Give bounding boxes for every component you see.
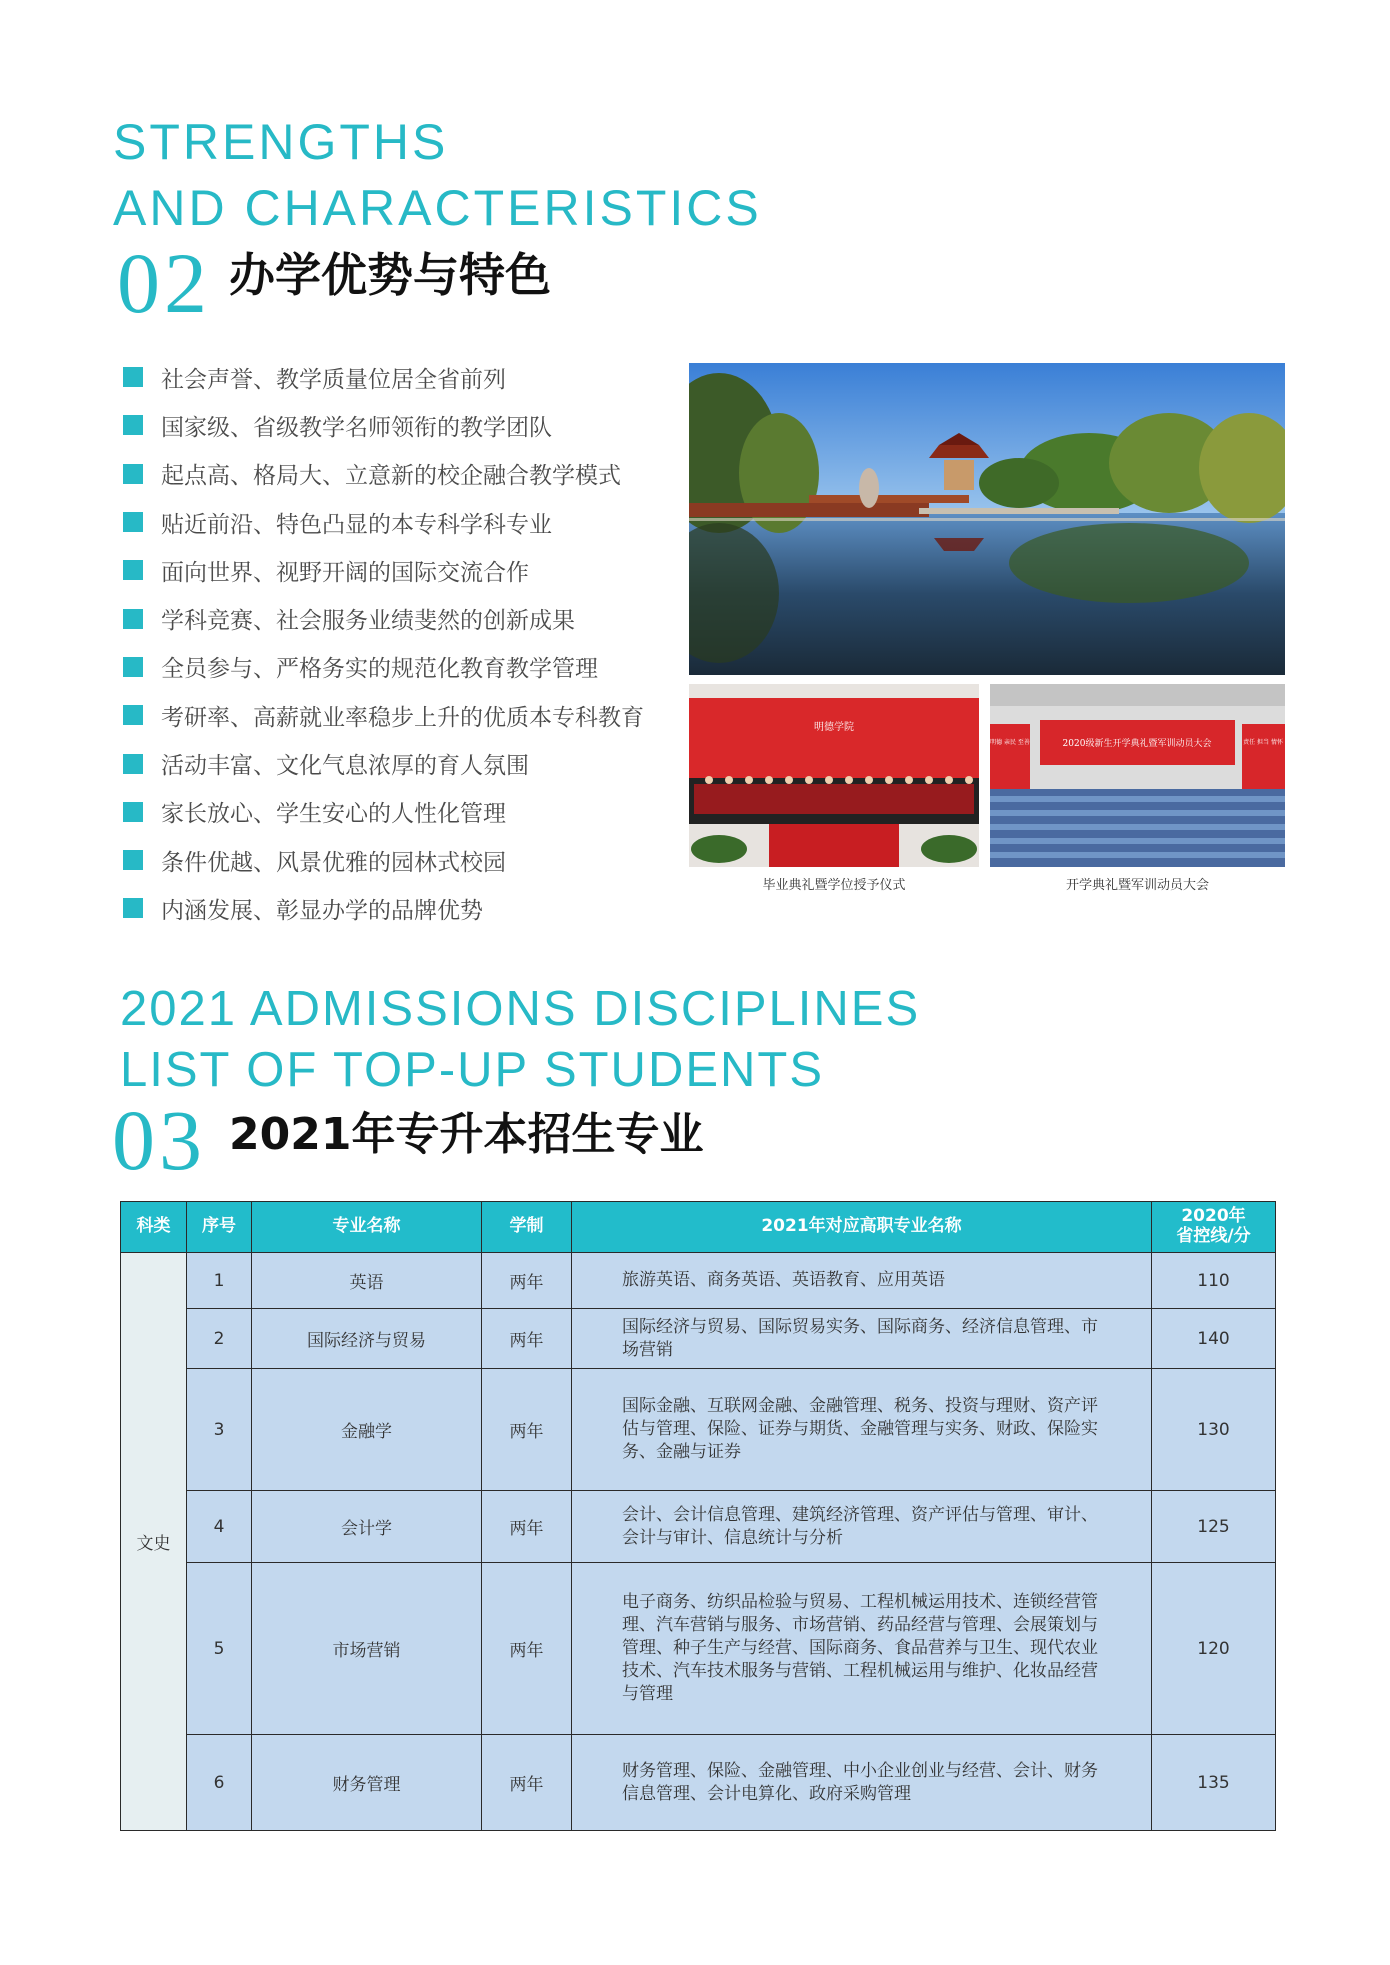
duration-cell: 两年 <box>482 1369 572 1491</box>
score-cell: 140 <box>1152 1309 1276 1369</box>
header-duration: 学制 <box>482 1202 572 1253</box>
related-majors-cell <box>572 1253 1152 1309</box>
opening-left-sign: 明德 亲民 至善 <box>990 739 1030 746</box>
graduation-ceremony-photo <box>689 684 979 867</box>
feature-item <box>123 498 644 546</box>
feature-text: 内涵发展、彰显办学的品牌优势 <box>161 897 483 924</box>
header-score-line1: 2020年 <box>1181 1206 1246 1227</box>
section3-number: 03 <box>112 1092 206 1188</box>
bullet-square-icon <box>123 464 143 484</box>
feature-text: 起点高、格局大、立意新的校企融合教学模式 <box>161 463 621 490</box>
category-cell: 文史 <box>121 1253 187 1831</box>
duration-cell: 两年 <box>482 1309 572 1369</box>
bullet-square-icon <box>123 415 143 435</box>
feature-item <box>123 836 644 884</box>
bullet-square-icon <box>123 898 143 918</box>
score-cell: 135 <box>1152 1735 1276 1831</box>
header-index: 序号 <box>187 1202 252 1253</box>
related-majors-text: 会计、会计信息管理、建筑经济管理、资产评估与管理、审计、会计与审计、信息统计与分析 <box>622 1504 1098 1548</box>
related-majors-text: 电子商务、纺织品检验与贸易、工程机械运用技术、连锁经营管理、汽车营销与服务、市场营销、药品经营与管理、会展策划与管理、种子生产与经营、国际商务、食品营养与卫生、现代农业技术、汽车技术服务与营销、工程机械运用与维护、化妆品经营与管理 <box>622 1592 1098 1704</box>
major-cell: 市场营销 <box>252 1563 482 1735</box>
feature-text: 考研率、高薪就业率稳步上升的优质本专科教育 <box>161 704 644 731</box>
related-majors-cell <box>572 1491 1152 1563</box>
score-cell: 110 <box>1152 1253 1276 1309</box>
feature-text: 条件优越、风景优雅的园林式校园 <box>161 849 506 876</box>
feature-item <box>123 546 644 594</box>
table-row <box>121 1735 1276 1831</box>
feature-text: 学科竞赛、社会服务业绩斐然的创新成果 <box>161 608 575 635</box>
index-cell: 2 <box>187 1309 252 1369</box>
related-majors-text: 国际经济与贸易、国际贸易实务、国际商务、经济信息管理、市场营销 <box>622 1316 1098 1360</box>
feature-text: 贴近前沿、特色凸显的本专科学科专业 <box>161 511 552 538</box>
feature-item <box>123 643 644 691</box>
feature-item <box>123 401 644 449</box>
duration-cell: 两年 <box>482 1491 572 1563</box>
feature-item <box>123 353 644 401</box>
feature-text: 国家级、省级教学名师领衔的教学团队 <box>161 414 552 441</box>
opening-right-sign: 责任 担当 情怀 <box>1243 739 1283 746</box>
section3-en-title-line2: LIST OF TOP-UP STUDENTS <box>120 1043 825 1097</box>
related-majors-text: 旅游英语、商务英语、英语教育、应用英语 <box>622 1270 945 1291</box>
bullet-square-icon <box>123 367 143 387</box>
feature-text: 家长放心、学生安心的人性化管理 <box>161 801 506 828</box>
bullet-square-icon <box>123 802 143 822</box>
duration-cell: 两年 <box>482 1735 572 1831</box>
related-majors-cell <box>572 1735 1152 1831</box>
section2-cn-title: 办学优势与特色 <box>229 248 551 302</box>
section3-cn-title: 2021年专升本招生专业 <box>229 1109 704 1160</box>
feature-item <box>123 594 644 642</box>
index-cell: 4 <box>187 1491 252 1563</box>
header-major: 专业名称 <box>252 1202 482 1253</box>
bullet-square-icon <box>123 850 143 870</box>
opening-banner-text: 2020级新生开学典礼暨军训动员大会 <box>1062 739 1212 749</box>
table-row <box>121 1309 1276 1369</box>
bullet-square-icon <box>123 609 143 629</box>
bullet-square-icon <box>123 512 143 532</box>
graduation-banner-text: 明德学院 <box>814 722 854 733</box>
table-header-row <box>121 1202 1276 1253</box>
duration-cell: 两年 <box>482 1253 572 1309</box>
major-cell: 财务管理 <box>252 1735 482 1831</box>
opening-ceremony-photo <box>990 684 1285 867</box>
bullet-square-icon <box>123 705 143 725</box>
section2-en-title-line1: STRENGTHS <box>113 114 449 170</box>
index-cell: 1 <box>187 1253 252 1309</box>
bullet-square-icon <box>123 657 143 677</box>
header-related-majors: 2021年对应高职专业名称 <box>572 1202 1152 1253</box>
campus-lake-photo <box>689 363 1285 675</box>
opening-caption: 开学典礼暨军训动员大会 <box>1065 878 1209 893</box>
score-cell: 130 <box>1152 1369 1276 1491</box>
major-cell: 英语 <box>252 1253 482 1309</box>
feature-list <box>123 353 644 933</box>
section2-en-title-line2: AND CHARACTERISTICS <box>113 180 762 236</box>
header-score <box>1152 1202 1276 1253</box>
index-cell: 3 <box>187 1369 252 1491</box>
table-row <box>121 1563 1276 1735</box>
index-cell: 6 <box>187 1735 252 1831</box>
bullet-square-icon <box>123 754 143 774</box>
feature-item <box>123 884 644 932</box>
index-cell: 5 <box>187 1563 252 1735</box>
feature-text: 活动丰富、文化气息浓厚的育人氛围 <box>161 753 529 780</box>
related-majors-cell <box>572 1563 1152 1735</box>
table-row <box>121 1369 1276 1491</box>
feature-text: 面向世界、视野开阔的国际交流合作 <box>161 559 529 586</box>
header-score-line2: 省控线/分 <box>1176 1226 1251 1246</box>
score-cell: 125 <box>1152 1491 1276 1563</box>
related-majors-cell <box>572 1309 1152 1369</box>
related-majors-cell <box>572 1369 1152 1491</box>
score-cell: 120 <box>1152 1563 1276 1735</box>
bullet-square-icon <box>123 560 143 580</box>
admissions-table <box>120 1201 1276 1831</box>
feature-item <box>123 691 644 739</box>
feature-item <box>123 739 644 787</box>
feature-item <box>123 450 644 498</box>
related-majors-text: 国际金融、互联网金融、金融管理、税务、投资与理财、资产评估与管理、保险、证券与期货、金融管理与实务、财政、保险实务、金融与证券 <box>622 1396 1098 1462</box>
graduation-caption: 毕业典礼暨学位授予仪式 <box>762 878 906 893</box>
related-majors-text: 财务管理、保险、金融管理、中小企业创业与经营、会计、财务信息管理、会计电算化、政府采购管理 <box>622 1760 1098 1804</box>
major-cell: 会计学 <box>252 1491 482 1563</box>
section2-number: 02 <box>117 235 211 331</box>
table-row <box>121 1253 1276 1309</box>
feature-text: 全员参与、严格务实的规范化教育教学管理 <box>161 656 598 683</box>
feature-item <box>123 788 644 836</box>
duration-cell: 两年 <box>482 1563 572 1735</box>
major-cell: 金融学 <box>252 1369 482 1491</box>
table-row <box>121 1491 1276 1563</box>
feature-text: 社会声誉、教学质量位居全省前列 <box>161 366 506 393</box>
header-category: 科类 <box>121 1202 187 1253</box>
major-cell: 国际经济与贸易 <box>252 1309 482 1369</box>
section3-en-title-line1: 2021 ADMISSIONS DISCIPLINES <box>120 982 921 1036</box>
